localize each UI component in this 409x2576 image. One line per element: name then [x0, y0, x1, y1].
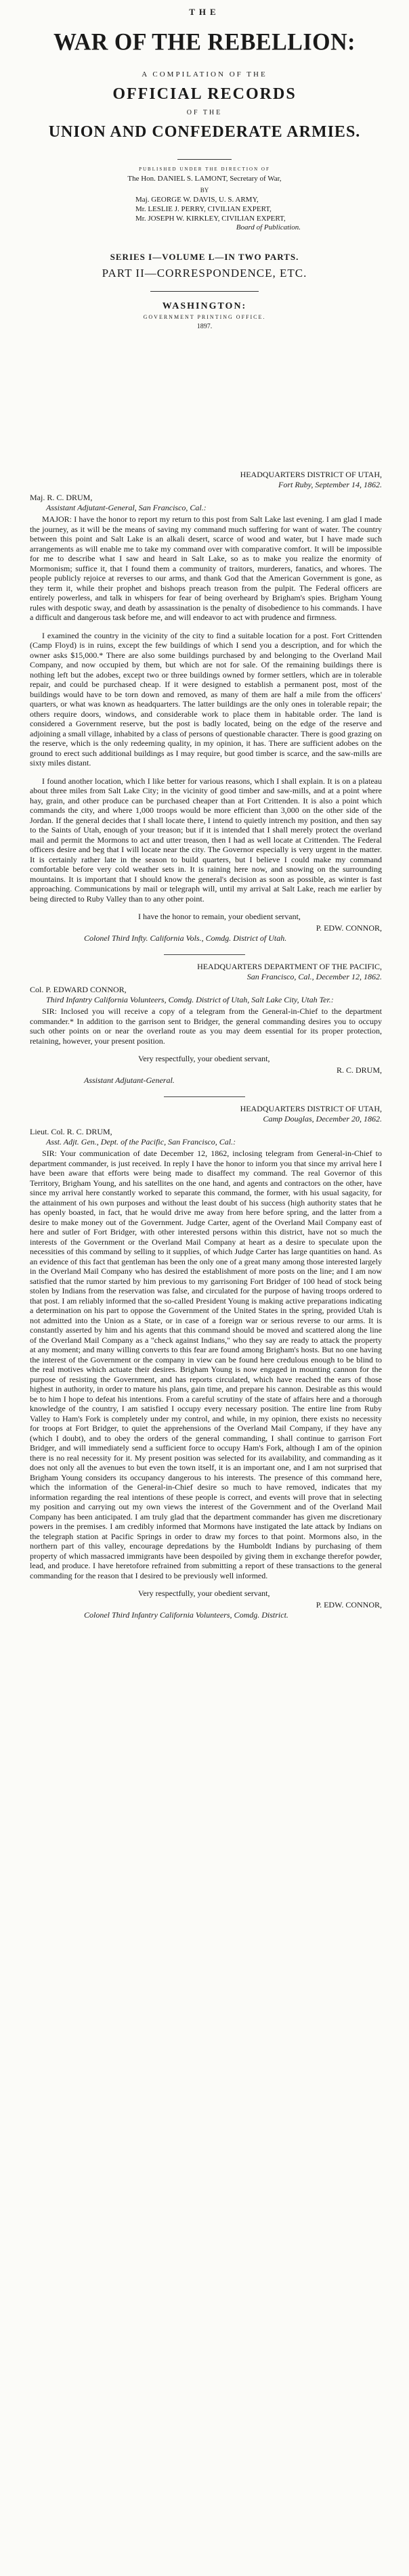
addressee-name: Col. P. EDWARD CONNOR, — [30, 985, 127, 994]
letter-paragraph: MAJOR: I have the honor to report my return to this post from Salt Lake last evening. I am glad I made the journey, as it will be the means of saving my command much suffering for want of water. The country between this point and Salt Lake is an alkali desert, scarce of wood and water, but I have made such arrangements as will enable me to take my command over with comparative comfort. It will be impossible for me to describe what I saw and heard in Salt Lake, so as to make you realize the enormity of Mormonism; suffice it, that I found them a community of traitors, murderers, fanatics, and whores. The people publicly rejoice at reverses to our arms, and thank God that the American Government is gone, as they term it, while their prophet and bishops preach treason from the pulpit. The Federal officers are entirely powerless, and talk in whispers for fear of being overheard by Brigham's spies. Brigham Young rules with despotic sway, and death by assassination is the penalty of disobedience to his commands. I have a difficult and dangerous task before me, and will endeavor to act with prudence and firmness. — [30, 514, 382, 622]
letter-paragraph: I found another location, which I like better for various reasons, which I shall explain. It is on a plateau about three miles from Salt Lake City; in the vicinity of good timber and saw-mills, and at a point where hay, grain, and other produce can be purchased cheaper than at Fort Crittenden. It is also a point which commands the city, and where 1,000 troops would be more efficient than 3,000 on the other side of the Jordan. If the general decides that I shall locate there, I intend to quietly intrench my position, and then say to the Saints of Utah, enough of your treason; but if it is intended that I shall merely protect the overland mail and permit the Mormons to act and utter treason, then I had as well locate at Crittenden. The Federal officers desire and beg that I will locate near the city. The Governor especially is very urgent in the matter. It is certainly rather late in the season to build quarters, but I believe I could make my command comfortable before very cold weather sets in. It is raining here now, and snowing on the surrounding mountains. It is important that I should know the general's decision as soon as possible, as winter is fast approaching. Communications by mail or telegraph will, until my arrival at Salt Lake, reach me earlier by being directed to Ruby Valley than to any other point. — [30, 776, 382, 904]
board-of-publication: Board of Publication. — [236, 223, 301, 231]
letter-separator — [164, 954, 245, 955]
letter — [30, 1104, 382, 1620]
of-the-line: OF THE — [186, 109, 223, 116]
place-date-line: San Francisco, Cal., December 12, 1862. — [246, 972, 382, 981]
addressee-name: Maj. R. C. DRUM, — [30, 493, 93, 502]
part-line: PART II—CORRESPONDENCE, ETC. — [102, 267, 307, 280]
letter-closing: I have the honor to remain, your obedient servant, — [138, 912, 301, 921]
headquarters-line: HEADQUARTERS DEPARTMENT OF THE PACIFIC, — [197, 962, 382, 971]
compilation-line: A COMPILATION OF THE — [142, 70, 267, 79]
letter-paragraph: SIR: Inclosed you will receive a copy of a telegram from the General-in-Chief to the department commander.* In addition to the garrison sent to Bridger, the general commanding desires you to occupy such other points on or near the overland route as you may deem essential for its proper protection, retaining, however, your present position. — [30, 1006, 382, 1046]
imprint-city: WASHINGTON: — [162, 301, 247, 311]
addressee — [30, 1127, 382, 1147]
letter-headquarters — [30, 1104, 382, 1124]
place-date-line: Fort Ruby, September 14, 1862. — [278, 480, 382, 489]
signature-title: Assistant Adjutant-General. — [84, 1075, 175, 1085]
letter — [30, 962, 382, 1086]
signature: P. EDW. CONNOR, — [316, 1600, 382, 1609]
addressee — [30, 985, 382, 1005]
letter-closing: Very respectfully, your obedient servant, — [138, 1589, 270, 1598]
by-line: BY — [200, 187, 209, 194]
addressee-name: Lieut. Col. R. C. DRUM, — [30, 1127, 112, 1136]
letter-paragraph: SIR: Your communication of date December 12, 1862, inclosing telegram from General-in-Chief to department commander, is just received. In reply I have the honor to inform you that since my arrival here I have been aware that efforts were being made to disaffect my command. The real Governor of this Territory, Brigham Young, and his satellites on the one hand, and agents and contractors on the other, have since my arrival here constantly worked to separate this command, the former, with his usual sagacity, for the attainment of his own purposes and without the least doubt of his success (high authority states that he has openly boasted, in fact, that he would drive me away from here before spring, and the latter from a desire to make money out of the Government. Judge Carter, agent of the Overland Mail Company east of here and sutler of Fort Bridger, with other interested persons within this district, have not so much the interests of the Government or the Overland Mail Company at heart as a desire to speculate upon the necessities of this command by selling to it supplies, of which Judge Carter has large quantities on hand. As an evidence of this fact that gentleman has been the only one of a great many among those interested largely in the Overland Mail Company who has desired the establishment of more posts on the line; and I am now satisfied that the rumor started by him previous to my garrisoning Fort Bridger of 100 head of stock being stolen by Indians from the reservation was false, and circulated for the purpose of having troops ordered to that post. I am reliably informed that the so-called President Young is making active preparations indicating a determination on his part to oppose the Government of the United States in the spring, provided Utah is not admitted into the Union as a State, or in case of a foreign war or serious reverse to our arms. It is constantly asserted by him and his agents that this command should be moved and scattered along the line of the Overland Mail Company as a "check against Indians," who they say are ready to attack the property at any moment; and many willing converts to this fear are found among Brigham's hosts. But no one having the interest of the Government or the company in view can be found here credulous enough to be blind to the real motives which actuate their desires. Brigham Young is now engaged in mounting cannon for the purpose of resisting the Government, and has reports circulated, which have reached the ears of those highest in authority, in order to mature his plans, gain time, and prepare his cannon. Desirable as this would be to him I hope to defeat his intentions. From a careful scrutiny of the state of affairs here and a thorough knowledge of the country, I am satisfied I occupy every necessary position. The entire line from Ruby Valley to Ham's Fork is completely under my control, and while, in my opinion, there exists no necessity for troops at Fort Bridger, to quiet the apprehensions of the Overland Mail Company, if they have any (which I doubt), and to obey the orders of the general commanding, I shall continue to garrison Fort Bridger, and will immediately send a sufficient force to occupy Ham's Fork, although I am of the opinion there is no real necessity for it. My present position was selected for its availability, and commanding as it does not only all the avenues to but even the town itself, it is an important one, and I am not surprised that Brigham Young considers its occupancy dangerous to his interests. The presence of this command here, which the information of the General-in-Chief desire so much to have removed, indicates that my information regarding the real intentions of these people is correct, and events will prove that in selecting my position and carrying out my own views the interest of the Government and of the Overland Mail Company has been anticipated. I am truly glad that the department commander has given me discretionary powers in the premises. I am credibly informed that Mormons have instigated the late attack by Indians on the telegraph station at Pacific Springs in order to draw my forces to that point. Mormons also, in the northern part of this valley, encourage depredations by the Humboldt Indians by purchasing of them property of which massacred immigrants have been despoiled by giving them in exchange therefor powder, lead, and produce. I have heretofore refrained from submitting a report of these transactions to the general commanding for the reason that I desired to be previously well informed. — [30, 1149, 382, 1580]
signature-title: Colonel Third Infantry California Volunteers, Comdg. District. — [84, 1610, 288, 1620]
editors-list — [135, 195, 409, 223]
imprint-divider — [150, 291, 259, 292]
title-page — [0, 4, 409, 330]
headquarters-line: HEADQUARTERS DISTRICT OF UTAH, — [240, 470, 382, 479]
addressee-title: Assistant Adjutant-General, San Francisco, Cal.: — [46, 503, 207, 512]
addressee — [30, 493, 382, 513]
editor-name: Mr. JOSEPH W. KIRKLEY, CIVILIAN EXPERT, — [135, 215, 286, 223]
correspondence — [0, 467, 409, 1620]
official-records-heading: OFFICIAL RECORDS — [112, 85, 297, 103]
imprint-publisher: GOVERNMENT PRINTING OFFICE. — [143, 314, 266, 320]
signature: R. C. DRUM, — [336, 1065, 382, 1075]
published-line: PUBLISHED UNDER THE DIRECTION OF — [139, 166, 270, 172]
secretary-line: The Hon. DANIEL S. LAMONT, Secretary of War, — [127, 175, 282, 183]
letter — [30, 470, 382, 943]
main-title: WAR OF THE REBELLION: — [53, 29, 356, 55]
place-date-line: Camp Douglas, December 20, 1862. — [263, 1114, 382, 1124]
letter-headquarters — [30, 962, 382, 982]
armies-heading: UNION AND CONFEDERATE ARMIES. — [48, 123, 361, 141]
letter-headquarters — [30, 470, 382, 490]
editor-name: Maj. GEORGE W. DAVIS, U. S. ARMY, — [135, 196, 259, 204]
addressee-title: Third Infantry California Volunteers, Comdg. District of Utah, Salt Lake City, Utah Ter.: — [46, 995, 334, 1004]
signature: P. EDW. CONNOR, — [316, 923, 382, 933]
letter-separator — [164, 1096, 245, 1097]
series-line: SERIES I—VOLUME L—IN TWO PARTS. — [110, 252, 299, 262]
title-divider — [177, 159, 232, 160]
headquarters-line: HEADQUARTERS DISTRICT OF UTAH, — [240, 1104, 382, 1113]
letter-closing: Very respectfully, your obedient servant, — [138, 1054, 270, 1063]
imprint-year: 1897. — [196, 323, 213, 330]
addressee-title: Asst. Adjt. Gen., Dept. of the Pacific, San Francisco, Cal.: — [46, 1137, 236, 1147]
signature-title: Colonel Third Infty. California Vols., Comdg. District of Utah. — [84, 933, 287, 943]
letter-paragraph: I examined the country in the vicinity of the city to find a suitable location for a post. Fort Crittenden (Camp Floyd) is in ruins, except the few buildings of which I send you a description, and for which the owner asks $15,000.* There are also some buildings purchased by and belonging to the Overland Mail Company, and now occupied by them, but which are not for sale. Of the remaining buildings there is nothing left but the adobes, except two or three buildings owned by former settlers, which are in tolerable repair, and could be purchased cheap. If it were designed to establish a permanent post, most of the buildings would have to be torn down and removed, as many of them are half a mile from the officers' quarters, or what was known as headquarters. The latter buildings are the only ones in tolerable repair; the others require doors, windows, and considerable work to place them in habitable order. The land is considered a Government reserve, but the post is badly located, being on the edge of the reserve and adjoining a small village, inhabited by a class of persons of questionable character. There is good grazing on the reserve, which is the only redeeming quality, in my opinion, it has. There are sufficient adobes on the ground to erect such additional buildings as I may require, but good timber is scarce, and the saw-mills are sixty miles distant. — [30, 630, 382, 768]
the-heading: THE — [189, 7, 220, 17]
editor-name: Mr. LESLIE J. PERRY, CIVILIAN EXPERT, — [135, 205, 272, 213]
